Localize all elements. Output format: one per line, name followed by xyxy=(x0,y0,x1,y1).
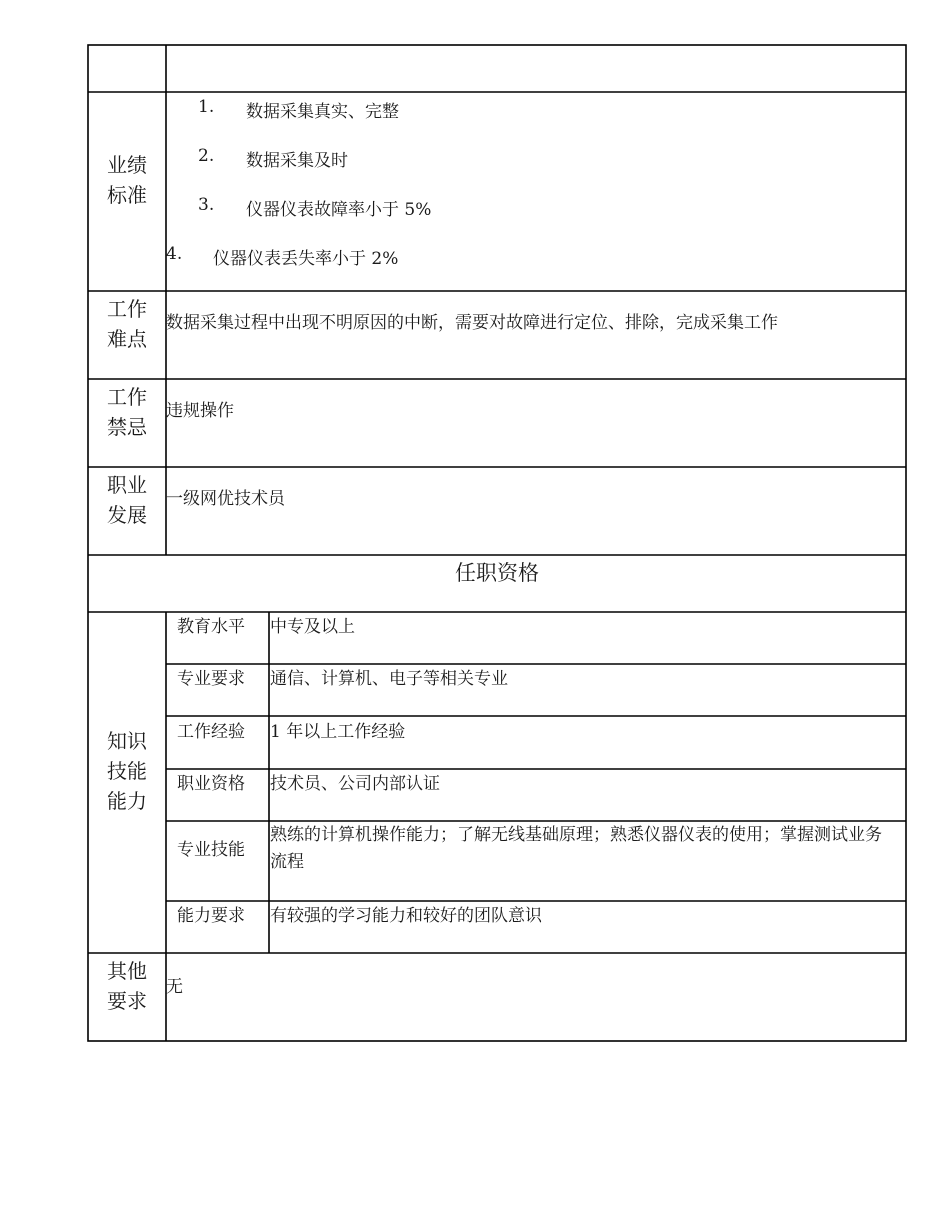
row-label-line: 发展 xyxy=(107,503,147,527)
list-item-number: 4. xyxy=(166,244,183,264)
row-label-career xyxy=(107,470,147,530)
row-label-line: 知识 xyxy=(107,729,147,753)
difficulty-text: 数据采集过程中出现不明原因的中断，需要对故障进行定位、排除，完成采集工作 xyxy=(166,313,778,333)
row-label-line: 工作 xyxy=(107,385,147,409)
sub-label: 工作经验 xyxy=(177,722,245,742)
sub-label: 能力要求 xyxy=(177,906,245,926)
row-label-performance xyxy=(107,150,147,210)
row-label-line: 技能 xyxy=(107,759,147,783)
row-label-line: 标准 xyxy=(107,183,147,207)
list-item-number: 1. xyxy=(198,97,215,117)
list-item-number: 2. xyxy=(198,146,215,166)
list-item-number: 3. xyxy=(198,195,215,215)
sub-value: 熟练的计算机操作能力；了解无线基础原理；熟悉仪器仪表的使用；掌握测试业务流程 xyxy=(270,825,882,872)
row-label-line: 其他 xyxy=(107,959,147,983)
row-label-other xyxy=(107,956,147,1016)
row-label-knowledge xyxy=(107,726,147,816)
section-heading: 任职资格 xyxy=(455,561,539,585)
row-label-line: 要求 xyxy=(107,989,147,1013)
sub-value: 技术员、公司内部认证 xyxy=(270,774,440,794)
sub-value: 有较强的学习能力和较好的团队意识 xyxy=(270,906,542,926)
row-label-line: 职业 xyxy=(107,473,147,497)
taboo-text: 违规操作 xyxy=(166,401,234,421)
sub-value: 1 年以上工作经验 xyxy=(270,722,406,742)
row-label-difficulty xyxy=(107,294,147,354)
list-item-text: 仪器仪表故障率小于 5% xyxy=(246,200,432,220)
row-label-line: 工作 xyxy=(107,297,147,321)
list-item-text: 数据采集及时 xyxy=(246,151,348,171)
row-label-line: 能力 xyxy=(107,789,147,813)
row-label-line: 禁忌 xyxy=(107,415,147,439)
sub-value: 中专及以上 xyxy=(270,617,355,637)
sub-label: 专业要求 xyxy=(177,669,245,689)
career-text: 一级网优技术员 xyxy=(166,489,285,509)
list-item-text: 数据采集真实、完整 xyxy=(246,102,399,122)
sub-label: 教育水平 xyxy=(177,617,245,637)
sub-label: 专业技能 xyxy=(177,840,245,860)
sub-value: 通信、计算机、电子等相关专业 xyxy=(270,669,508,689)
row-label-line: 难点 xyxy=(107,327,147,351)
row-label-line: 业绩 xyxy=(107,153,147,177)
row-label-taboo xyxy=(107,382,147,442)
sub-label: 职业资格 xyxy=(177,774,245,794)
list-item-text: 仪器仪表丢失率小于 2% xyxy=(213,249,399,269)
other-text: 无 xyxy=(166,977,183,997)
